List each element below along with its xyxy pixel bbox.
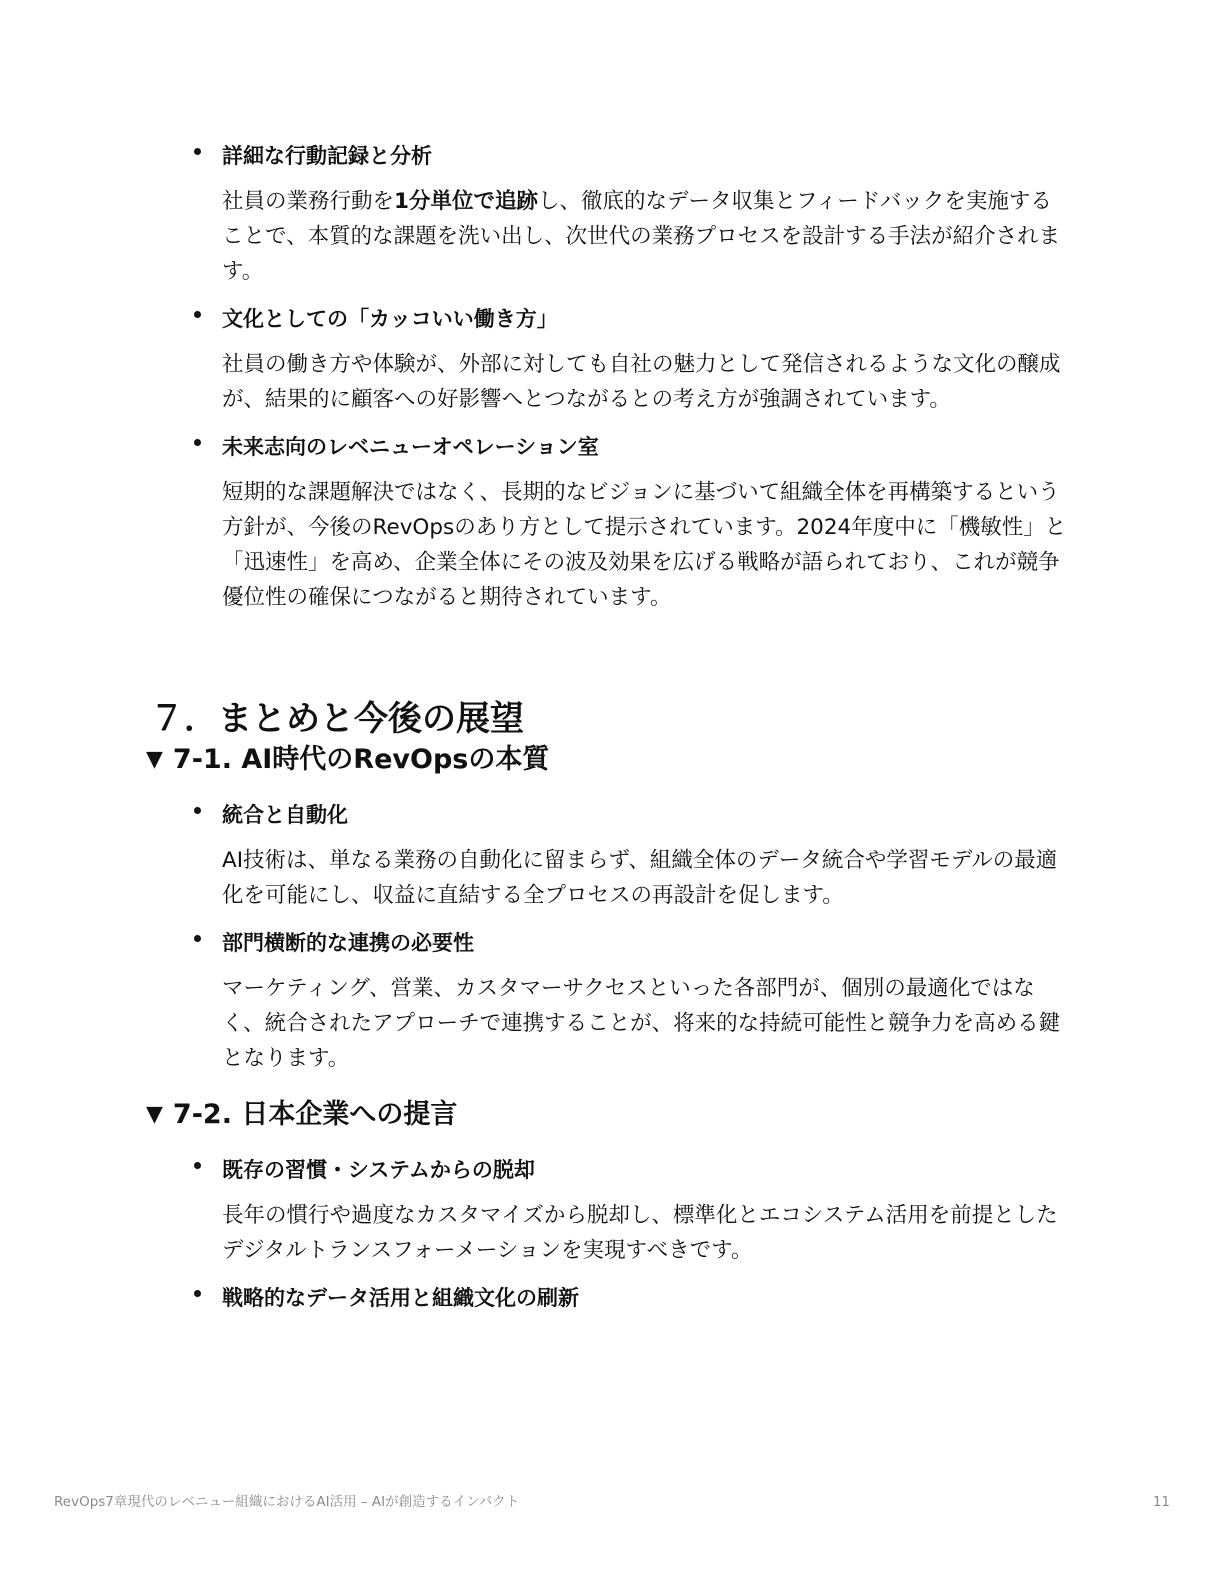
bullet-icon <box>194 439 201 446</box>
list-item <box>146 431 1076 615</box>
list-item <box>146 799 1076 913</box>
subsection-heading[interactable] <box>146 1096 1076 1134</box>
item-body <box>222 184 1067 289</box>
item-title: 戦略的なデータ活用と組織文化の刷新 <box>222 1286 579 1310</box>
list-item <box>146 1154 1076 1268</box>
subsection-heading[interactable] <box>146 741 1076 779</box>
item-body-text: し、徹底的なデータ収集とフィードバックを実施することで、本質的な課題を洗い出し、次世代の業務プロセスを設計する手法が紹介されます。 <box>222 189 1061 284</box>
list-item <box>146 1282 1076 1314</box>
page-footer <box>54 1490 1170 1514</box>
list-item <box>146 140 1076 289</box>
bullet-icon <box>194 1162 201 1169</box>
bullet-icon <box>194 935 201 942</box>
toggle-triangle-icon[interactable]: ▼ <box>146 1102 163 1127</box>
item-body-text: 社員の業務行動を <box>222 189 395 214</box>
subsection-heading-text: 7-1. AI時代のRevOpsの本質 <box>172 744 550 775</box>
bullet-icon <box>194 807 201 814</box>
item-title: 既存の習慣・システムからの脱却 <box>222 1158 535 1182</box>
item-body: 長年の慣行や過度なカスタマイズから脱却し、標準化とエコシステム活用を前提としたデジタルトランスフォーメーションを実現すべきです。 <box>222 1203 1058 1263</box>
item-body: 短期的な課題解決ではなく、長期的なビジョンに基づいて組織全体を再構築するという方針が、今後のRevOpsのあり方として提示されています。2024年度中に「機敏性」と「迅速性」を高め、企業全体にその波及効果を広げる戦略が語られており、これが競争優位性の確保につながると期待されています。 <box>222 480 1067 610</box>
toggle-triangle-icon[interactable]: ▼ <box>146 747 163 772</box>
chapter-title: ７．まとめと今後の展望 <box>150 699 524 739</box>
item-body-emphasis: 1分単位で追跡 <box>394 189 538 214</box>
item-body: 社員の働き方や体験が、外部に対しても自社の魅力として発信されるような文化の醸成が、結果的に顧客への好影響へとつながるとの考え方が強調されています。 <box>222 352 1061 412</box>
item-title: 部門横断的な連携の必要性 <box>222 931 474 955</box>
subsection-heading-text: 7-2. 日本企業への提言 <box>172 1099 458 1130</box>
bullet-icon <box>194 311 201 318</box>
footer-title: RevOps7章現代のレベニュー組織におけるAI活用 – AIが創造するインパクト <box>54 1494 520 1510</box>
item-body: AI技術は、単なる業務の自動化に留まらず、組織全体のデータ統合や学習モデルの最適化を可能にし、収益に直結する全プロセスの再設計を促します。 <box>222 848 1058 908</box>
bullet-icon <box>194 1290 201 1297</box>
item-title: 文化としての「カッコいい働き方」 <box>222 307 558 331</box>
item-title: 統合と自動化 <box>222 803 348 827</box>
item-title: 詳細な行動記録と分析 <box>222 144 432 168</box>
item-title: 未来志向のレベニューオペレーション室 <box>222 435 599 459</box>
bullet-icon <box>194 148 201 155</box>
list-item <box>146 303 1076 417</box>
page-content <box>146 140 1076 1314</box>
list-item <box>146 927 1076 1076</box>
page-number: 11 <box>1152 1494 1170 1510</box>
item-body: マーケティング、営業、カスタマーサクセスといった各部門が、個別の最適化ではなく、統合されたアプローチで連携することが、将来的な持続可能性と競争力を高める鍵となります。 <box>222 976 1061 1071</box>
